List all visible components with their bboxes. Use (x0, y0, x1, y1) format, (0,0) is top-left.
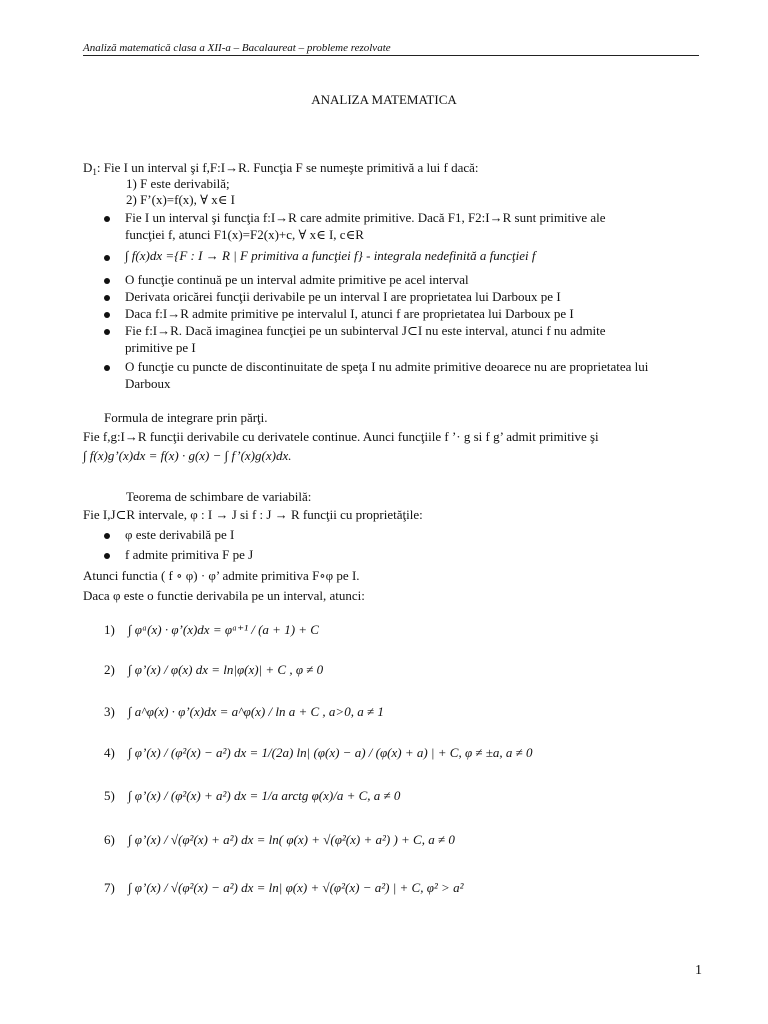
bullet-dot (104, 255, 110, 261)
bullet-dot (104, 216, 110, 222)
formula-number: 1) (104, 622, 115, 637)
substitution-bullet: f admite primitiva F pe J (125, 547, 254, 562)
formula-7: ∫ φ’(x) / √(φ²(x) − a²) dx = ln| φ(x) + √(φ²(x) − a²) | + C, φ² > a² (128, 880, 464, 895)
bullet-dot (104, 553, 110, 559)
parts-heading: Formula de integrare prin părţi. (104, 410, 268, 425)
bullet-text-cont: funcţiei f, atunci F1(x)=F2(x)+c, ∀ x∈ I, c∈R (125, 227, 364, 242)
substitution-bullet: φ este derivabilă pe I (125, 527, 235, 542)
substitution-line: Fie I,J⊂R intervale, φ : I → J si f : J → R funcţii cu proprietăţile: (83, 507, 423, 522)
formula-number: 5) (104, 788, 115, 803)
bullet-dot (104, 365, 110, 371)
bullet-dot (104, 533, 110, 539)
substitution-heading: Teorema de schimbare de variabilă: (126, 489, 312, 504)
parts-line: Fie f,g:I→R funcţii derivabile cu derivatele continue. Aunci funcţiile f ’· g si f g’ admit primitive şi (83, 429, 599, 444)
formula-3: ∫ a^φ(x) · φ’(x)dx = a^φ(x) / ln a + C , a>0, a ≠ 1 (128, 704, 384, 719)
bullet-text: ∫ f(x)dx ={F : I → R | F primitiva a funcţiei f} - integrala nedefinită a funcţiei f (125, 248, 536, 263)
page-number: 1 (695, 963, 702, 978)
formula-number: 7) (104, 880, 115, 895)
bullet-text: Fie f:I→R. Dacă imaginea funcţiei pe un subinterval J⊂I nu este interval, atunci f nu admite (125, 323, 606, 338)
formula-6: ∫ φ’(x) / √(φ²(x) + a²) dx = ln( φ(x) + √(φ²(x) + a²) ) + C, a ≠ 0 (128, 832, 455, 847)
header-rule (83, 55, 699, 56)
formula-2: ∫ φ’(x) / φ(x) dx = ln|φ(x)| + C , φ ≠ 0 (128, 662, 324, 677)
substitution-line: Daca φ este o functie derivabila pe un interval, atunci: (83, 588, 365, 603)
formula-1: ∫ φᵃ(x) · φ’(x)dx = φᵃ⁺¹ / (a + 1) + C (128, 622, 319, 637)
bullet-text: Daca f:I→R admite primitive pe intervalul I, atunci f are proprietatea lui Darboux pe I (125, 306, 574, 321)
bullet-dot (104, 329, 110, 335)
definition-intro: $D_1$: Fie I un interval şi f,F:I→R. Funcţia F se numeşte primitivă a lui f dacă: (83, 160, 479, 177)
page-title: ANALIZA MATEMATICA (311, 92, 457, 107)
bullet-dot (104, 278, 110, 284)
formula-number: 3) (104, 704, 115, 719)
formula-5: ∫ φ’(x) / (φ²(x) + a²) dx = 1/a arctg φ(x)/a + C, a ≠ 0 (128, 788, 401, 803)
bullet-text: O funcţie cu puncte de discontinuitate de speţa I nu admite primitive deoarece nu are proprietatea lui (125, 359, 649, 374)
bullet-dot (104, 295, 110, 301)
formula-number: 2) (104, 662, 115, 677)
page-header: Analiză matematică clasa a XII-a – Bacalaureat – probleme rezolvate (83, 42, 391, 54)
formula-number: 4) (104, 745, 115, 760)
formula-4: ∫ φ’(x) / (φ²(x) − a²) dx = 1/(2a) ln| (φ(x) − a) / (φ(x) + a) | + C, φ ≠ ±a, a ≠ 0 (128, 745, 533, 760)
definition-item-1: 1) F este derivabilă; (126, 176, 230, 191)
parts-formula: ∫ f(x)g’(x)dx = f(x) · g(x) − ∫ f’(x)g(x)dx. (83, 448, 292, 463)
bullet-text-cont: primitive pe I (125, 340, 196, 355)
bullet-text-cont: Darboux (125, 376, 171, 391)
bullet-text: O funcţie continuă pe un interval admite primitive pe acel interval (125, 272, 469, 287)
bullet-text: Derivata oricărei funcţii derivabile pe un interval I are proprietatea lui Darboux pe I (125, 289, 561, 304)
formula-number: 6) (104, 832, 115, 847)
definition-item-2: 2) F’(x)=f(x), ∀ x∈ I (126, 192, 235, 207)
bullet-dot (104, 312, 110, 318)
substitution-line: Atunci functia ( f ∘ φ) · φ’ admite primitiva F∘φ pe I. (83, 568, 360, 583)
bullet-text: Fie I un interval şi funcţia f:I→R care admite primitive. Dacă F1, F2:I→R sunt primitive ale (125, 210, 606, 225)
